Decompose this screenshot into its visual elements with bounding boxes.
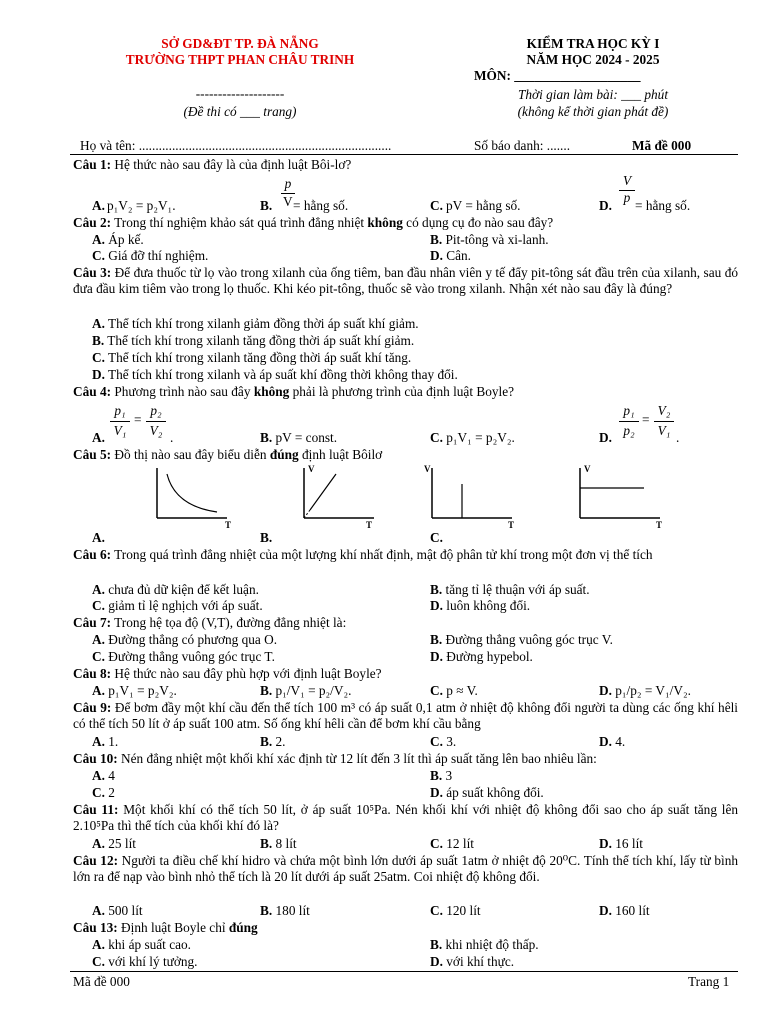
q4-d-num2: V₂ [657, 403, 671, 418]
school-name: TRƯỜNG THPT PHAN CHÂU TRINH [125, 52, 355, 67]
q4-a-num1: p₁ [114, 403, 126, 418]
q13-option-c: C. với khí lý tưởng. [92, 954, 198, 969]
subject-line: MÔN: ___________________ [474, 68, 641, 83]
dept-name: SỞ GD&ĐT TP. ĐÀ NẴNG [161, 36, 319, 51]
q5-graph-d [568, 462, 668, 530]
svg-text:V: V [424, 464, 431, 474]
svg-text:V: V [584, 464, 591, 474]
q7-option-b: B. Đường thẳng vuông góc trục V. [430, 632, 613, 647]
q11-option-a: A. 25 lít [92, 836, 136, 851]
q2-option-c: C. Giá đỡ thí nghiệm. [92, 248, 209, 263]
q1-a-label: A. [92, 198, 105, 213]
q12-option-d: D. 160 lít [599, 903, 650, 918]
name-line: Họ và tên: ............................................................................ [80, 138, 392, 153]
q6-option-c: C. giảm tỉ lệ nghịch với áp suất. [92, 598, 263, 613]
q5-label-a: A. [92, 530, 105, 545]
q5-graph-c [420, 462, 520, 530]
q4-d-den1: p₂ [623, 423, 635, 438]
school-year: NĂM HỌC 2024 - 2025 [526, 52, 660, 67]
question-2: Câu 2: Trong thí nghiệm khảo sát quá trình đẳng nhiệt không có dụng cụ đo nào sau đây? [73, 215, 554, 230]
q4-d-bar1 [619, 421, 639, 422]
q3-option-a: A. Thể tích khí trong xilanh giảm đồng thời áp suất khí giảm. [92, 316, 419, 331]
q8-option-c: C. p ≈ V. [430, 683, 478, 698]
question-11: Câu 11: Một khối khí có thể tích 50 lít, ở áp suất 10⁵Pa. Nén khối khí với nhiệt độ không đổi sao cho áp suất tăng lên 2.10⁵Pa thì thể tích của khối khí đó là? [73, 802, 738, 833]
q10-option-b: B. 3 [430, 768, 453, 783]
time-line: Thời gian làm bài: ___ phút [517, 87, 669, 102]
question-9: Câu 9: Để bơm đầy một khí cầu đến thể tích 100 m³ có áp suất 0,1 atm ở nhiệt độ không đổi người ta dùng các ống khí hêli có thể tích 50 lít ở áp suất 100 atm. Số ống khí hêli cần để bơm khí cầu bằng [73, 700, 738, 731]
q3-option-b: B. Thể tích khí trong xilanh tăng đồng thời áp suất khí giảm. [92, 333, 415, 348]
q1-d-label: D. [599, 198, 612, 213]
q4-d-bar2 [654, 421, 674, 422]
q6-option-a: A. chưa đủ dữ kiện để kết luận. [92, 582, 259, 597]
q4-a-den1: V₁ [113, 423, 127, 438]
q7-option-d: D. Đường hypebol. [430, 649, 533, 664]
question-4: Câu 4: Phương trình nào sau đây không phải là phương trình của định luật Boyle? [73, 384, 515, 399]
q1-c-text: pV = hằng số. [446, 198, 521, 213]
svg-text:T: T [656, 520, 663, 530]
question-5: Câu 5: Đồ thị nào sau đây biểu diễn đúng định luật Bôilơ [73, 447, 383, 462]
q6-option-b: B. tăng tỉ lệ thuận với áp suất. [430, 582, 590, 597]
q4-d-den2: V₁ [657, 423, 671, 438]
q9-option-b: B. 2. [260, 734, 286, 749]
question-8: Câu 8: Hệ thức nào sau đây phù hợp với định luật Boyle? [73, 666, 382, 681]
q1-b-text: = hằng số. [293, 198, 349, 213]
q13-option-a: A. khi áp suất cao. [92, 937, 191, 952]
q2-option-a: A. Áp kế. [92, 232, 144, 247]
q4-a-equals: = [134, 412, 142, 427]
q11-option-b: B. 8 lít [260, 836, 297, 851]
q1-b-denominator: V [283, 194, 293, 209]
q12-option-a: A. 500 lít [92, 903, 143, 918]
q4-d-equals: = [642, 412, 650, 427]
q10-option-a: A. 4 [92, 768, 115, 783]
question-7: Câu 7: Trong hệ tọa độ (V,T), đường đẳng nhiệt là: [73, 615, 347, 630]
q1-d-text: = hằng số. [635, 198, 691, 213]
q12-option-c: C. 120 lít [430, 903, 481, 918]
q5-label-b: B. [260, 530, 273, 545]
header-rule [70, 154, 738, 155]
q9-option-a: A. 1. [92, 734, 119, 749]
svg-text:T: T [225, 520, 232, 530]
exam-title: KIỂM TRA HỌC KỲ I [526, 36, 660, 51]
question-3: Câu 3: Để đưa thuốc từ lọ vào trong xilanh của ống tiêm, ban đầu nhân viên y tế đẩy pit-tông sát đầu trên của xilanh, sau đó đưa đầu kim tiêm vào trong lọ thuốc. Khi kéo pit-tông, thuốc sẽ vào trong xilanh. Nhận xét nào sau đây là đúng? [73, 265, 738, 296]
q8-option-a: A. p₁V₁ = p₂V₂. [92, 683, 177, 698]
q8-option-b: B. p₁/V₁ = p₂/V₂. [260, 683, 352, 698]
time-note: (không kể thời gian phát đề) [517, 104, 669, 119]
q1-a-text: p₁V₂ = p₂V₁. [107, 198, 176, 213]
q9-option-c: C. 3. [430, 734, 457, 749]
q10-option-d: D. áp suất không đổi. [430, 785, 544, 800]
q3-option-c: C. Thể tích khí trong xilanh tăng đồng thời áp suất khí tăng. [92, 350, 412, 365]
q7-option-a: A. Đường thẳng có phương qua O. [92, 632, 278, 647]
q5-graph-a [145, 462, 235, 530]
q4-a-den2: V₂ [149, 423, 163, 438]
q5-label-c: C. [430, 530, 443, 545]
q4-a-label: A. [92, 430, 105, 445]
q12-option-b: B. 180 lít [260, 903, 310, 918]
q11-option-d: D. 16 lít [599, 836, 643, 851]
pages-note: (Đề thi có ___ trang) [183, 104, 297, 119]
exam-code: Mã đề 000 [632, 138, 692, 153]
q3-option-d: D. Thể tích khí trong xilanh và áp suất khí đồng thời không thay đổi. [92, 367, 458, 382]
q5-graph-b [292, 462, 382, 530]
question-1: Câu 1: Hệ thức nào sau đây là của định luật Bôi-lơ? [73, 157, 352, 172]
svg-text:T: T [508, 520, 515, 530]
q4-d-label: D. [599, 430, 612, 445]
header-dashes: -------------------- [195, 86, 285, 101]
svg-text:T: T [366, 520, 373, 530]
question-12: Câu 12: Người ta điều chế khí hidro và chứa một bình lớn dưới áp suất 1atm ở nhiệt độ 20⁰C. Tính thể tích khí, lấy từ bình lớn ra để nạp vào bình nhỏ thể tích là 20 lít dưới áp suất 25atm. Coi nhiệt độ không đổi. [73, 853, 738, 884]
q2-option-d: D. Cân. [430, 248, 472, 263]
q13-option-d: D. với khí thực. [430, 954, 515, 969]
question-13: Câu 13: Định luật Boyle chỉ đúng [73, 920, 258, 935]
q13-option-b: B. khi nhiệt độ thấp. [430, 937, 539, 952]
q4-d-period: . [676, 430, 680, 445]
q10-option-c: C. 2 [92, 785, 115, 800]
q7-option-c: C. Đường thẳng vuông góc trục T. [92, 649, 275, 664]
q8-option-d: D. p₁/p₂ = V₁/V₂. [599, 683, 691, 698]
footer-page-number: Trang 1 [688, 974, 730, 989]
q1-c-label: C. [430, 198, 443, 213]
q1-b-numerator: p [284, 176, 292, 191]
svg-text:V: V [308, 464, 315, 474]
q1-d-denominator: p [623, 190, 631, 205]
q4-d-num1: p₁ [623, 403, 635, 418]
student-id-line: Số báo danh: ....... [474, 138, 571, 153]
q2-option-b: B. Pit-tông và xi-lanh. [430, 232, 549, 247]
q1-b-label: B. [260, 198, 273, 213]
footer-rule [70, 971, 738, 972]
q9-option-d: D. 4. [599, 734, 626, 749]
q1-d-numerator: V [622, 173, 632, 188]
q4-a-bar1 [110, 421, 130, 422]
question-10: Câu 10: Nén đẳng nhiệt một khối khí xác định từ 12 lít đến 3 lít thì áp suất tăng lên bao nhiêu lần: [73, 751, 597, 766]
q4-a-bar2 [146, 421, 166, 422]
q4-a-period: . [170, 430, 174, 445]
footer-exam-code: Mã đề 000 [73, 974, 130, 989]
q6-option-d: D. luôn không đổi. [430, 598, 531, 613]
q11-option-c: C. 12 lít [430, 836, 474, 851]
q4-option-c: C. p₁V₁ = p₂V₂. [430, 430, 515, 445]
q4-a-num2: p₂ [150, 403, 162, 418]
question-6: Câu 6: Trong quá trình đẳng nhiệt của một lượng khí nhất định, mật độ phân tử khí trong một đơn vị thể tích [73, 547, 653, 562]
q4-option-b: B. pV = const. [260, 430, 338, 445]
